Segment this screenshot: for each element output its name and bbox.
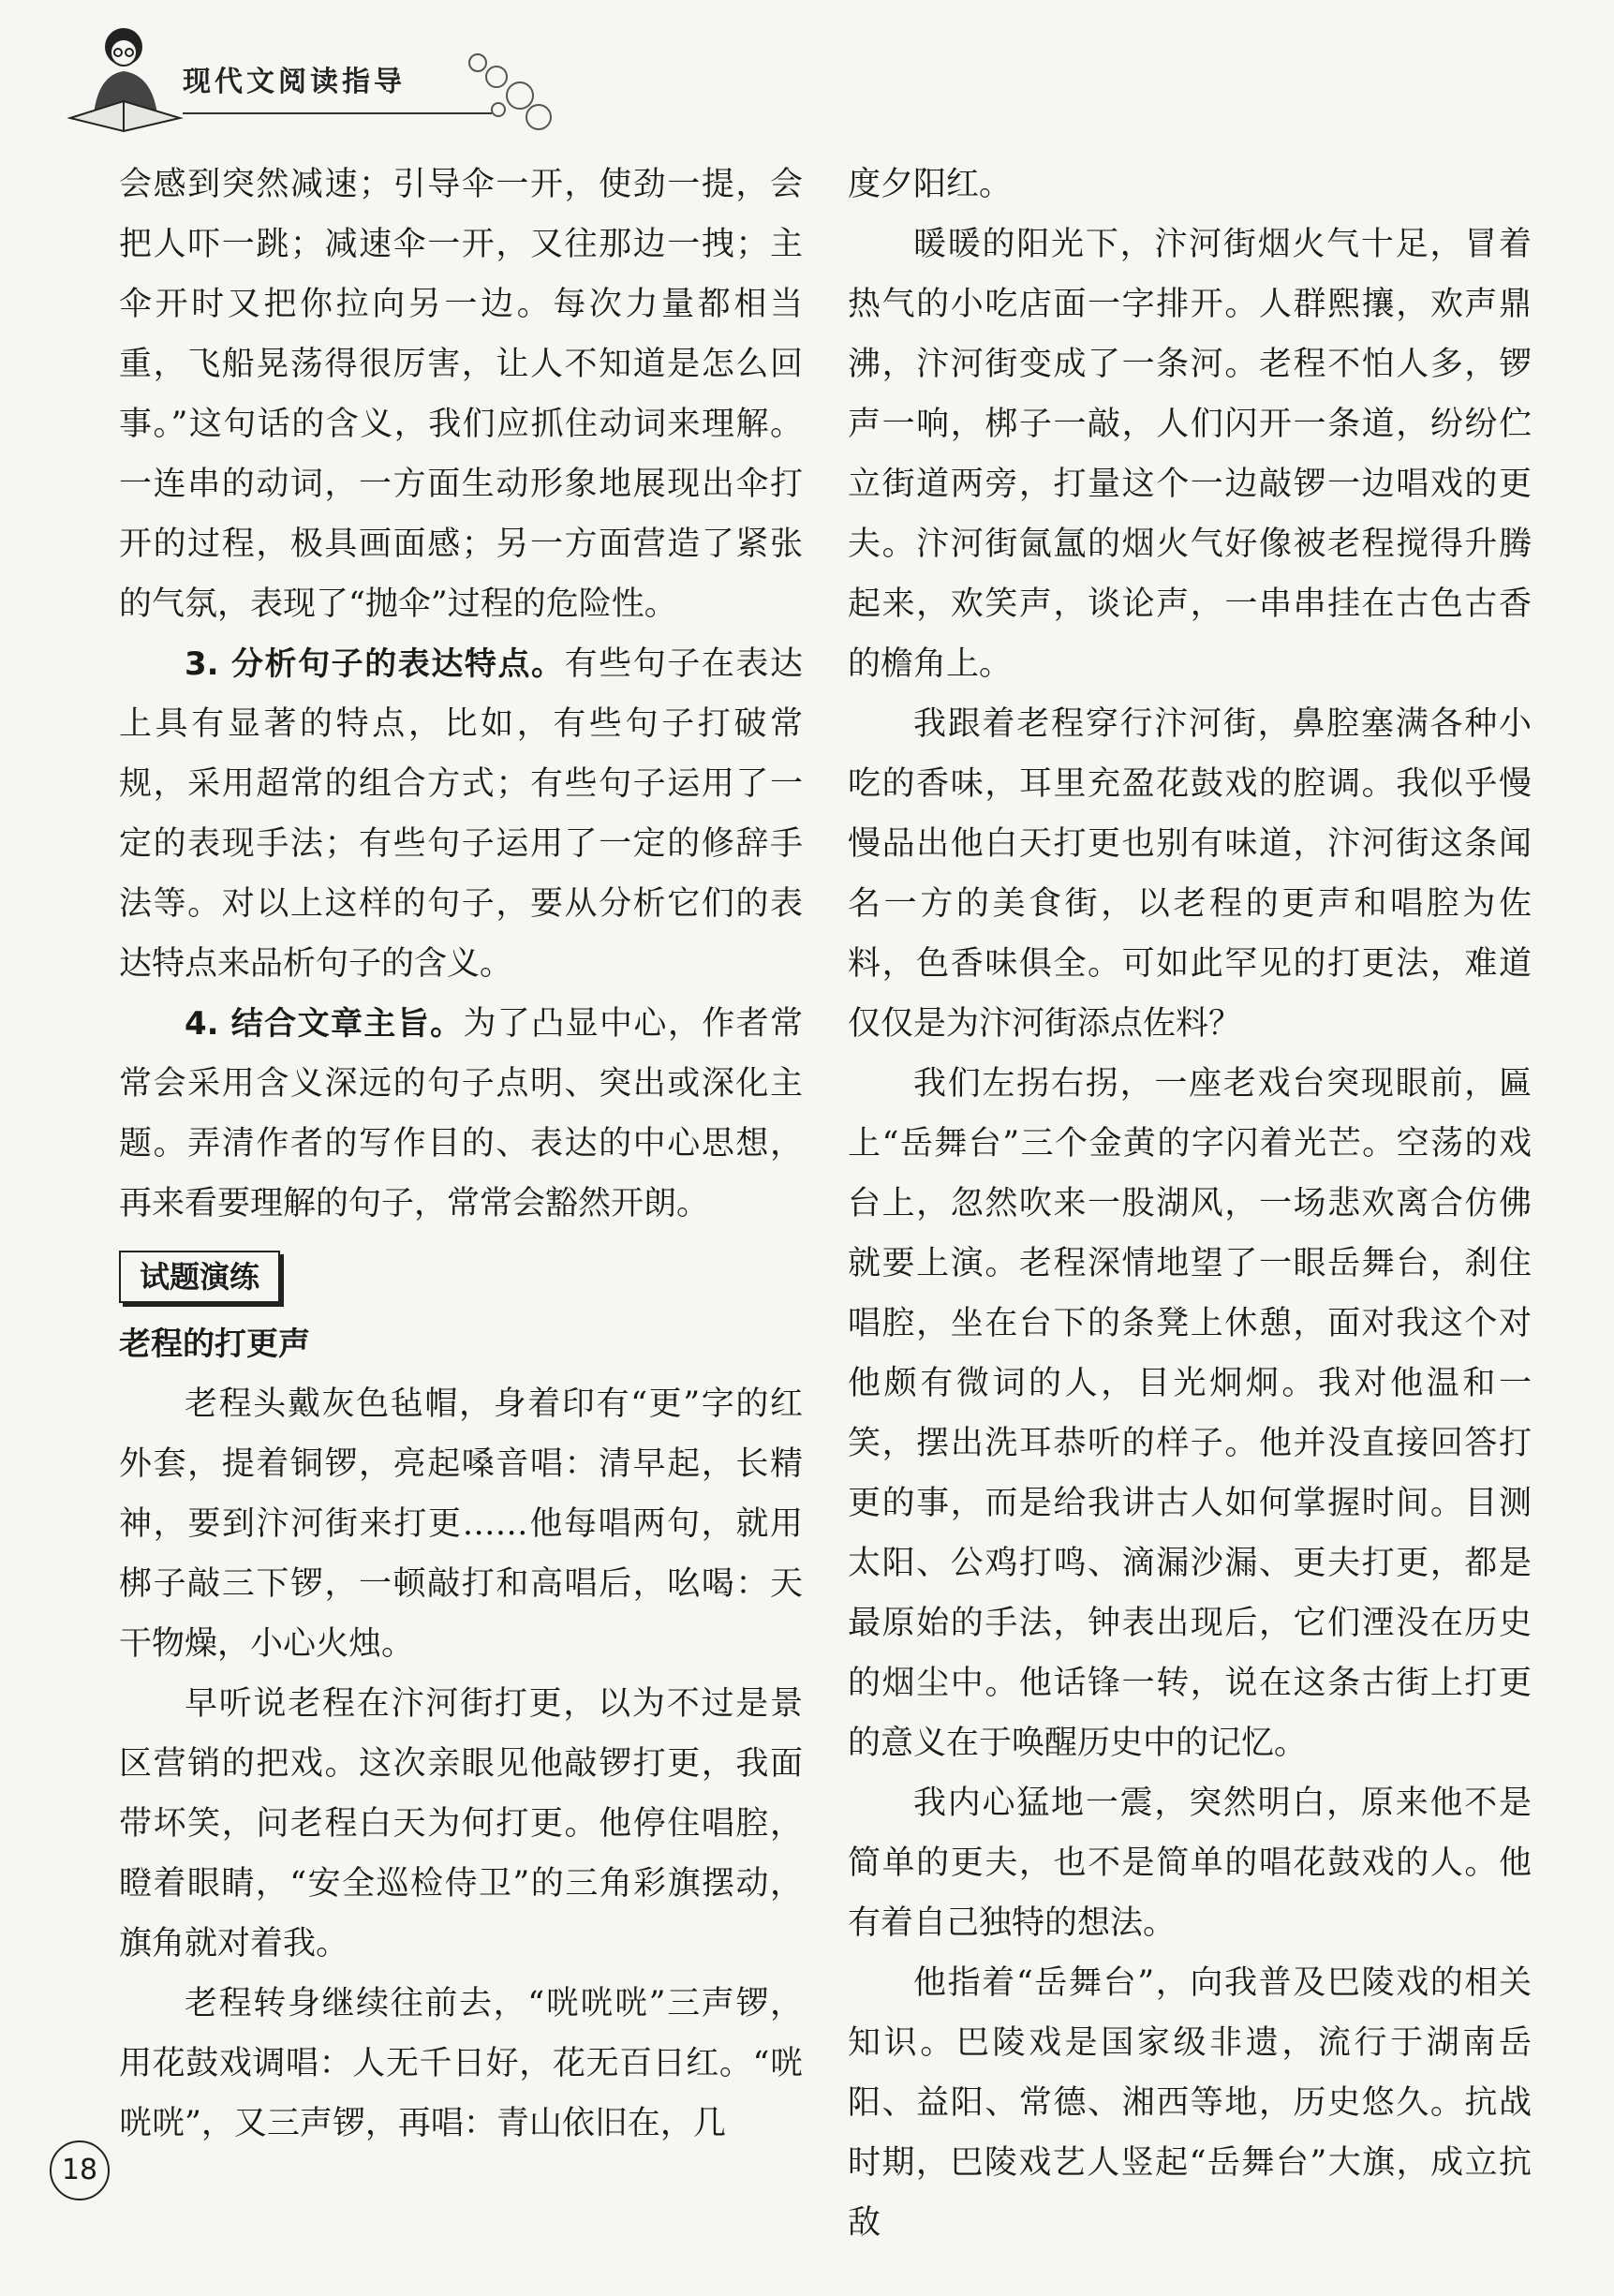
page-header [56,21,543,138]
story-paragraph-4: 暖暖的阳光下，汴河街烟火气十足，冒着热气的小吃店面一字排开。人群熙攘，欢声鼎沸，汴河街变成了一条河。老程不怕人多，锣声一响，梆子一敲，人们闪开一条道，纷纷伫立街道两旁，打量这个一边敲锣一边唱戏的更夫。汴河街氤氲的烟火气好像被老程搅得升腾起来，欢笑声，谈论声，一串串挂在古色古香的檐角上。 [848,226,1532,683]
tip-heading-3: 3. 分析句子的表达特点。 [185,645,565,683]
paragraph-verbs: 会感到突然减速；引导伞一开，使劲一提，会把人吓一跳；减速伞一开，又往那边一拽；主伞开时又把你拉向另一边。每次力量都相当重，飞船晃荡得很厉害，让人不知道是怎么回事。”这句话的含义，我们应抓住动词来理解。一连串的动词，一方面生动形象地展现出伞打开的过程，极具画面感；另一方面营造了紧张的气氛，表现了“抛伞”过程的危险性。 [119,166,803,623]
story-paragraph-2: 早听说老程在汴河街打更，以为不过是景区营销的把戏。这次亲眼见他敲锣打更，我面带坏笑，问老程白天为何打更。他停住唱腔，瞪着眼睛，“安全巡检侍卫”的三角彩旗摆动，旗角就对着我。 [119,1685,803,1963]
story-paragraph-continued: 度夕阳红。 [848,166,1013,203]
tip-body-4: 为了凸显中心，作者常常会采用含义深远的句子点明、突出或深化主题。弄清作者的写作目的、表达的中心思想，再来看要理解的句子，常常会豁然开朗。 [119,1005,803,1222]
left-column [119,155,803,2154]
header-title: 现代文阅读指导 [183,66,406,98]
tip-heading-4: 4. 结合文章主旨。 [185,1005,464,1043]
story-paragraph-3: 老程转身继续往前去，“咣咣咣”三声锣，用花鼓戏调唱：人无千日好，花无百日红。“咣咣咣”，又三声锣，再唱：青山依旧在，几 [119,1985,803,2142]
story-paragraph-5: 我跟着老程穿行汴河街，鼻腔塞满各种小吃的香味，耳里充盈花鼓戏的腔调。我似乎慢慢品出他白天打更也别有味道，汴河街这条闻名一方的美食街，以老程的更声和唱腔为佐料，色香味俱全。可如此罕见的打更法，难道仅仅是为汴河街添点佐料？ [848,705,1532,1043]
paragraph-expression-features [119,634,803,994]
right-column [848,155,1532,2253]
paragraph-main-idea [119,994,803,1234]
story-title: 老程的打更声 [119,1326,310,1363]
page-number: 18 [50,2140,110,2200]
section-label-practice: 试题演练 [119,1251,280,1303]
student-reading-icon [66,21,187,133]
tip-body-3: 有些句子在表达上具有显著的特点，比如，有些句子打破常规，采用超常的组合方式；有些句子运用了一定的表现手法；有些句子运用了一定的修辞手法等。对以上这样的句子，要从分析它们的表达特点来品析句子的含义。 [119,645,803,983]
story-paragraph-6: 我们左拐右拐，一座老戏台突现眼前，匾上“岳舞台”三个金黄的字闪着光芒。空荡的戏台上，忽然吹来一股湖风，一场悲欢离合仿佛就要上演。老程深情地望了一眼岳舞台，刹住唱腔，坐在台下的条凳上休憩，面对我这个对他颇有微词的人，目光炯炯。我对他温和一笑，摆出洗耳恭听的样子。他并没直接回答打更的事，而是给我讲古人如何掌握时间。目测太阳、公鸡打鸣、滴漏沙漏、更夫打更，都是最原始的手法，钟表出现后，它们湮没在历史的烟尘中。他话锋一转，说在这条古街上打更的意义在于唤醒历史中的记忆。 [848,1065,1532,1762]
story-paragraph-7: 我内心猛地一震，突然明白，原来他不是简单的更夫，也不是简单的唱花鼓戏的人。他有着自己独特的想法。 [848,1785,1532,1942]
story-paragraph-1: 老程头戴灰色毡帽，身着印有“更”字的红外套，提着铜锣，亮起嗓音唱：清早起，长精神，要到汴河街来打更……他每唱两句，就用梆子敲三下锣，一顿敲打和高唱后，吆喝：天干物燥，小心火烛。 [119,1385,803,1663]
story-paragraph-8: 他指着“岳舞台”，向我普及巴陵戏的相关知识。巴陵戏是国家级非遗，流行于湖南岳阳、益阳、常德、湘西等地，历史悠久。抗战时期，巴陵戏艺人竖起“岳舞台”大旗，成立抗敌 [848,1964,1532,2242]
decorative-bubbles-icon [431,35,581,138]
